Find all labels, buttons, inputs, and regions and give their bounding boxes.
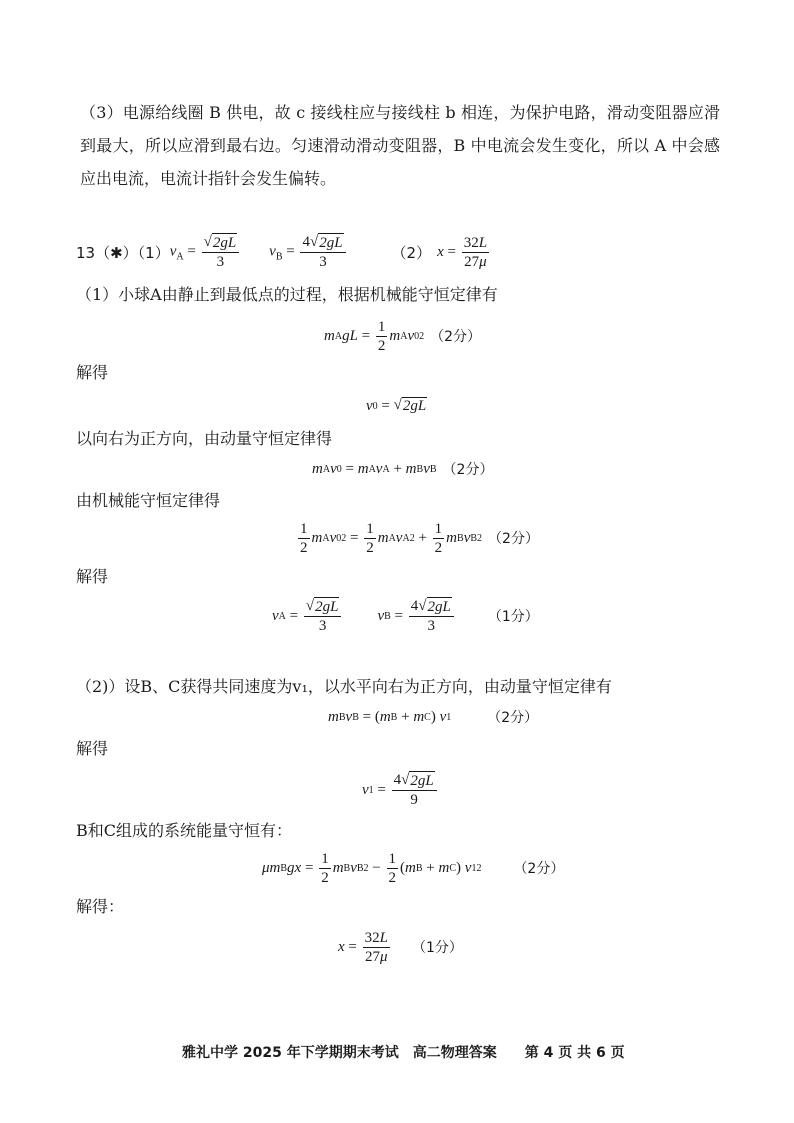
step-5-text: 解得 <box>76 567 109 586</box>
score-note: （1分） <box>487 609 539 625</box>
equation-energy-3: μm B gx = $\frac{1}{2}$ m B v B 2 − $\frac{1}{2}$ ( m B + m C ) v 1 2 （2分） <box>262 850 565 886</box>
step-8-text: B和C组成的系统能量守恒有： <box>76 821 293 840</box>
answer-vB: $v_B$ = 4√ 2gL 3 <box>269 233 347 271</box>
step-2-text: 解得 <box>76 363 109 382</box>
step-1-text: （1）小球A由静止到最低点的过程，根据机械能守恒定律有 <box>76 285 498 304</box>
q13-label: 13（✱）（1） <box>76 243 170 262</box>
equation-v0: v 0 = √ 2gL <box>366 397 427 414</box>
score-note: （1分） <box>411 940 463 956</box>
score-note: （2分） <box>442 462 494 478</box>
q13-part2-label: （2） <box>391 243 432 262</box>
equation-velocities: v A = √ 2gL 3 v B = 4√ 2gL 3 （1分） <box>272 598 539 634</box>
step-9-text: 解得： <box>76 897 125 916</box>
score-note: （2分） <box>487 710 539 726</box>
part3-paragraph: （3）电源给线圈 B 供电，故 c 接线柱应与接线柱 b 相连，为保护电路，滑动变阻器应滑到最大，所以应滑到最右边。匀速滑动滑动变阻器，B 中电流会发生变化，所以 A 中会感应出电流，电流计指针会发生偏转。 <box>80 103 720 188</box>
equation-energy-2: $\frac{1}{2}$ m A v 0 2 = $\frac{1}{2}$ m A v A 2 + $\frac{1}{2}$ m B v B 2 （2分） <box>300 520 539 556</box>
answer-vA: $v_A$ = √ 2gL 3 <box>170 233 241 271</box>
score-note: （2分） <box>513 861 565 877</box>
step-6-text: （2)）设B、C获得共同速度为v₁，以水平向右为正方向，由动量守恒定律有 <box>76 677 612 696</box>
answer-x: x = $\frac{32L}{27\mu}$ <box>437 234 488 270</box>
score-note: （2分） <box>430 329 482 345</box>
step-3-text: 以向右为正方向，由动量守恒定律得 <box>76 429 333 448</box>
equation-momentum-2: m B v B = ( m B + m C ) v 1 （2分） <box>328 708 539 726</box>
page-footer: 雅礼中学 2025 年下学期期末考试 高二物理答案 第 4 页 共 6 页 <box>182 1045 625 1061</box>
q13-answer-line <box>76 232 491 272</box>
equation-x: x = $\frac{32L}{27\mu}$ （1分） <box>338 929 463 965</box>
equation-energy-1: m A gL = $\frac{1}{2}$ m A v 0 2 （2分） <box>324 318 482 354</box>
step-7-text: 解得 <box>76 739 109 758</box>
score-note: （2分） <box>488 531 539 547</box>
equation-v1: v 1 = 4√ 2gL 9 <box>362 768 439 812</box>
step-4-text: 由机械能守恒定律得 <box>76 491 221 510</box>
equation-momentum-1: m A v 0 = m A v A + m B v B （2分） <box>312 460 494 478</box>
